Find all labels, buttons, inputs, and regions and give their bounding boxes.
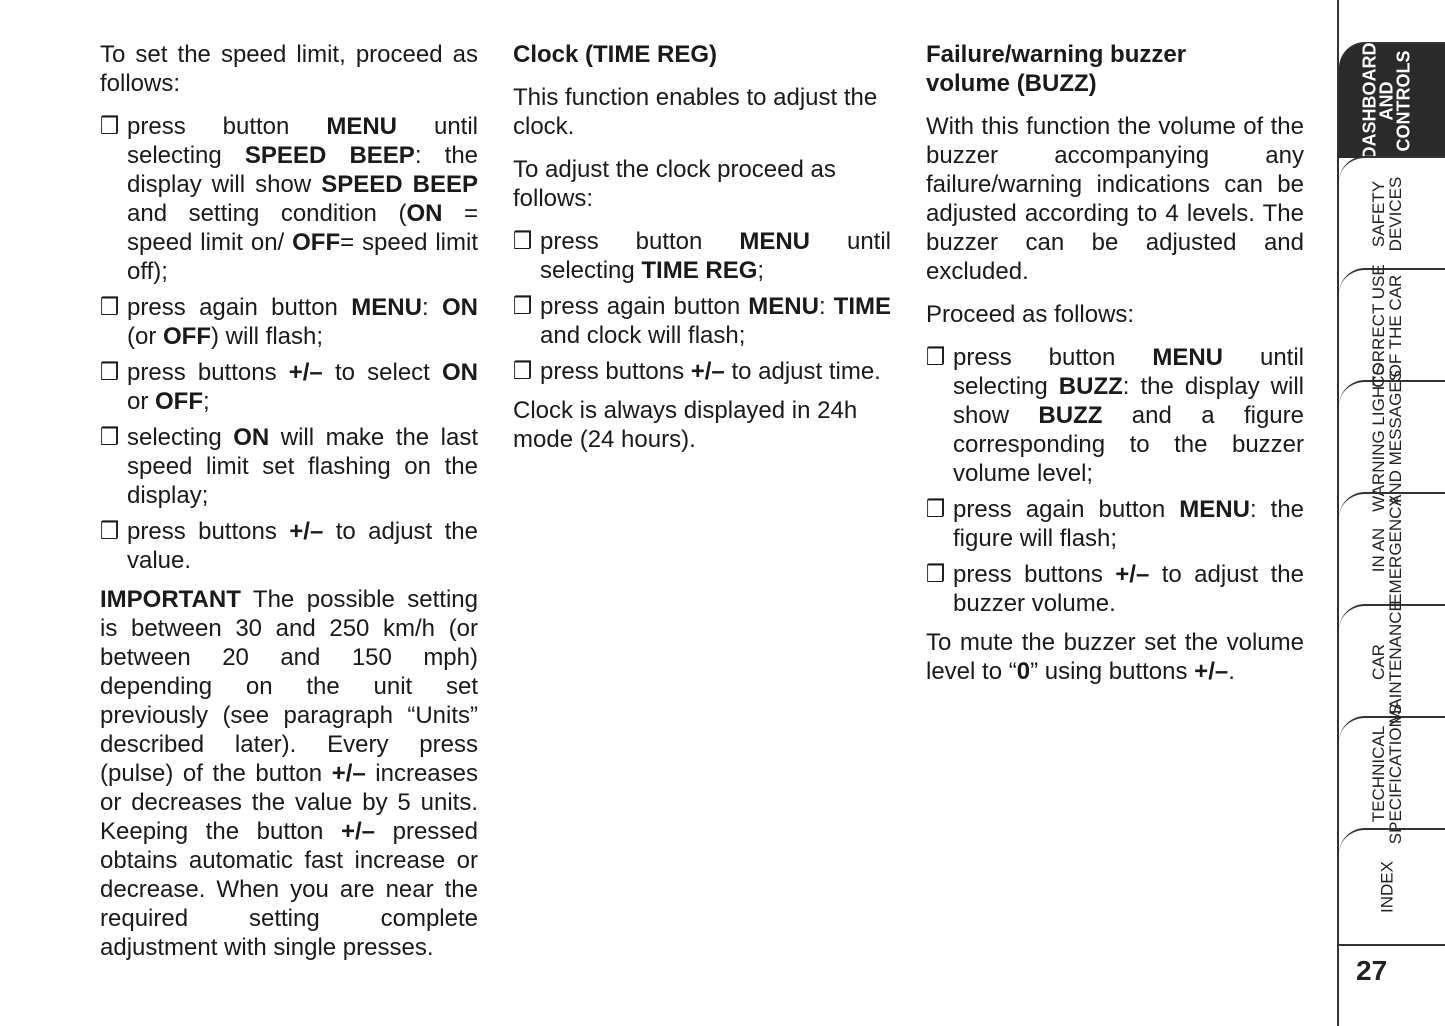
bullet-box-icon: ❒ bbox=[926, 561, 946, 588]
tab-in-an-emergency[interactable] bbox=[1339, 492, 1445, 606]
bullet-box-icon: ❒ bbox=[926, 496, 946, 523]
paragraph: To mute the buzzer set the volume level to “0” using buttons +/–. bbox=[926, 629, 1304, 685]
paragraph: Proceed as follows: bbox=[926, 301, 1135, 328]
tab-label: IN AN EMERGENCY bbox=[1369, 495, 1405, 605]
tab-label: SAFETY DEVICES bbox=[1369, 176, 1405, 252]
list-item: ❒ press button MENU until selecting BUZZ: the display will show BUZZ and a figure corresponding to the buzzer volume level; bbox=[926, 344, 1305, 487]
list-item: ❒ press buttons +/– to adjust time. bbox=[513, 358, 881, 385]
list-item: ❒ press button MENU until selecting SPEED BEEP: the display will show SPEED BEEP and setting condition (ON = speed limit on/ OFF= speed limit off); bbox=[100, 113, 479, 285]
tab-label: INDEX bbox=[1377, 861, 1397, 913]
list-item: ❒ press again button MENU: the figure will flash; bbox=[926, 496, 1305, 552]
intro-text: To set the speed limit, proceed as follows: bbox=[100, 41, 478, 97]
paragraph: To adjust the clock proceed as follows: bbox=[513, 156, 836, 212]
tab-label: WARNING LIGHTS AND MESSAGES bbox=[1369, 364, 1405, 512]
bullet-box-icon: ❒ bbox=[100, 294, 120, 321]
paragraph: With this function the volume of the buzzer accompanying any failure/warning indications can be adjusted according to 4 levels. The buzzer can be adjusted and excluded. bbox=[926, 113, 1304, 285]
tab-car-maintenance[interactable] bbox=[1339, 600, 1445, 724]
section-heading-buzzer: Failure/warning buzzer volume (BUZZ) bbox=[926, 41, 1187, 97]
bullet-box-icon: ❒ bbox=[100, 518, 120, 545]
bullet-box-icon: ❒ bbox=[100, 359, 120, 386]
page-number: 27 bbox=[1356, 955, 1388, 986]
bullet-box-icon: ❒ bbox=[100, 113, 120, 140]
bullet-box-icon: ❒ bbox=[513, 293, 533, 320]
buzzer-steps-list bbox=[926, 343, 1304, 618]
important-note: IMPORTANT The possible setting is between 30 and 250 km/h (or between 20 and 150 mph) depending on the unit set previously (see paragraph “Units” described later). Every press (pulse) of the button +/– increases or decreases the value by 5 units. Keeping the button +/– pressed obtains automatic fast increase or decrease. When you are near the required setting complete adjustment with single presses. bbox=[100, 586, 478, 961]
speed-steps-list bbox=[100, 112, 478, 575]
tab-dashboard-and-controls[interactable] bbox=[1339, 42, 1445, 158]
bullet-box-icon: ❒ bbox=[513, 228, 533, 255]
list-item: ❒ press buttons +/– to adjust the value. bbox=[100, 518, 478, 574]
tab-label: CAR MAINTENANCE bbox=[1369, 600, 1405, 724]
bullet-box-icon: ❒ bbox=[926, 344, 946, 371]
tab-safety-devices[interactable] bbox=[1339, 156, 1445, 270]
column-clock bbox=[513, 40, 891, 468]
tab-label: TECHNICAL SPECIFICATIONS bbox=[1369, 703, 1405, 845]
bullet-box-icon: ❒ bbox=[513, 358, 533, 385]
paragraph: This function enables to adjust the clock. bbox=[513, 84, 878, 140]
column-speed-limit bbox=[100, 40, 478, 976]
tab-label: DASHBOARD AND CONTROLS bbox=[1359, 42, 1414, 160]
clock-steps-list bbox=[513, 227, 891, 386]
paragraph: Clock is always displayed in 24h mode (24 hours). bbox=[513, 397, 858, 453]
column-buzzer bbox=[926, 40, 1304, 700]
list-item: ❒ press buttons +/– to select ON or OFF; bbox=[100, 359, 478, 415]
list-item: ❒ press again button MENU: TIME and clock will flash; bbox=[513, 293, 891, 349]
chapter-tab-rail bbox=[1337, 0, 1445, 1026]
tab-warning-lights[interactable] bbox=[1339, 364, 1445, 512]
list-item: ❒ press again button MENU: ON (or OFF) will flash; bbox=[100, 294, 478, 350]
tab-index[interactable] bbox=[1339, 828, 1445, 946]
tab-technical-specifications[interactable] bbox=[1339, 703, 1445, 845]
section-heading-clock: Clock (TIME REG) bbox=[513, 41, 718, 68]
list-item: ❒ press buttons +/– to adjust the buzzer volume. bbox=[926, 561, 1304, 617]
tab-label: CORRECT USE OF THE CAR bbox=[1369, 264, 1405, 388]
bullet-box-icon: ❒ bbox=[100, 424, 120, 451]
list-item: ❒ press button MENU until selecting TIME REG; bbox=[513, 228, 892, 284]
list-item: ❒ selecting ON will make the last speed limit set flashing on the display; bbox=[100, 424, 478, 509]
